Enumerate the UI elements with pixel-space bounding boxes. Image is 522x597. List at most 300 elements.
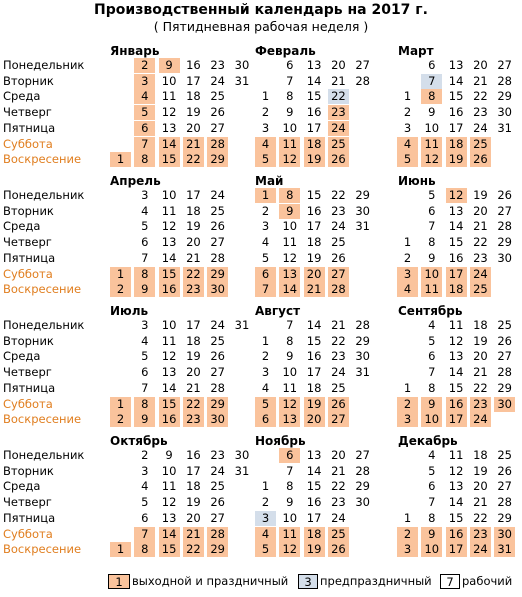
day-cell: 30 <box>207 282 228 297</box>
page-subtitle: ( Пятидневная рабочая неделя ) <box>153 19 369 34</box>
day-cell: 28 <box>355 73 370 88</box>
day-cell: 12 <box>279 542 300 557</box>
day-cell: 14 <box>306 463 322 478</box>
day-cell: 31 <box>355 219 370 234</box>
day-cell: 15 <box>306 89 322 104</box>
day-cell: 6 <box>428 58 436 72</box>
day-cell: 11 <box>279 527 300 542</box>
day-cell: 31 <box>497 120 512 135</box>
day-cell: 1 <box>403 89 412 104</box>
day-cell: 22 <box>473 89 488 104</box>
day-cell: 31 <box>355 365 370 380</box>
day-cell: 3 <box>261 365 270 380</box>
day-cell: 17 <box>446 542 467 557</box>
day-cell: 13 <box>279 267 300 282</box>
day-cell: 15 <box>448 380 464 395</box>
weekday-label-friday: Пятница <box>3 250 56 265</box>
day-cell: 15 <box>306 188 322 202</box>
legend-sample-preholiday: 3 <box>298 574 318 589</box>
day-cell: 8 <box>428 380 436 395</box>
day-cell: 18 <box>446 282 467 297</box>
weekday-label-wednesday: Среда <box>3 219 41 234</box>
day-cell: 16 <box>306 349 322 364</box>
day-cell: 13 <box>448 203 464 218</box>
day-cell: 8 <box>286 479 294 494</box>
day-cell: 15 <box>306 479 322 494</box>
day-cell: 29 <box>207 542 228 557</box>
day-cell: 22 <box>473 380 488 395</box>
day-cell: 19 <box>304 152 325 167</box>
day-cell: 12 <box>161 219 177 234</box>
day-cell: 7 <box>141 250 149 265</box>
day-cell: 30 <box>207 412 228 427</box>
day-cell: 28 <box>497 219 512 234</box>
day-cell: 3 <box>397 542 418 557</box>
day-cell: 30 <box>355 349 370 364</box>
day-cell: 30 <box>494 527 515 542</box>
day-cell: 5 <box>428 188 436 202</box>
weekday-label-friday: Пятница <box>3 120 56 135</box>
day-cell: 2 <box>397 397 418 412</box>
weekday-label-wednesday: Среда <box>3 349 41 364</box>
day-cell: 28 <box>355 318 370 332</box>
day-cell: 11 <box>161 89 177 104</box>
month-name: Август <box>255 304 301 318</box>
day-cell: 9 <box>286 105 294 120</box>
day-cell: 21 <box>473 495 488 510</box>
day-cell: 4 <box>261 380 270 395</box>
day-cell: 3 <box>255 511 276 526</box>
month-name: Сентябрь <box>398 304 463 318</box>
day-cell: 4 <box>255 137 276 152</box>
day-cell: 12 <box>421 152 442 167</box>
day-cell: 10 <box>161 463 177 478</box>
day-cell: 8 <box>134 152 155 167</box>
day-cell: 5 <box>255 397 276 412</box>
day-cell: 25 <box>210 479 225 494</box>
day-cell: 13 <box>448 349 464 364</box>
day-cell: 10 <box>421 267 442 282</box>
day-cell: 24 <box>210 73 225 88</box>
legend-sample-work: 7 <box>440 574 460 589</box>
day-cell: 19 <box>186 105 201 120</box>
day-cell: 16 <box>306 495 322 510</box>
day-cell: 20 <box>473 349 488 364</box>
day-cell: 14 <box>448 495 464 510</box>
day-cell: 15 <box>159 542 180 557</box>
day-cell: 20 <box>473 58 488 72</box>
weekday-label-monday: Понедельник <box>3 448 85 462</box>
day-cell: 27 <box>355 58 370 72</box>
day-cell: 14 <box>448 73 464 88</box>
day-cell: 1 <box>261 333 270 348</box>
day-cell: 12 <box>448 463 464 478</box>
day-cell: 17 <box>186 318 201 332</box>
day-cell: 28 <box>497 495 512 510</box>
day-cell: 17 <box>306 219 322 234</box>
legend-label-work: рабочий <box>462 574 513 588</box>
day-cell: 9 <box>286 349 294 364</box>
day-cell: 7 <box>421 74 442 89</box>
day-cell: 22 <box>331 333 346 348</box>
day-cell: 20 <box>304 267 325 282</box>
day-cell: 14 <box>161 380 177 395</box>
day-cell: 2 <box>261 495 270 510</box>
day-cell: 25 <box>497 318 512 332</box>
day-cell: 6 <box>255 267 276 282</box>
day-cell: 1 <box>403 380 412 395</box>
day-cell: 19 <box>186 219 201 234</box>
day-cell: 8 <box>286 89 294 104</box>
day-cell: 9 <box>286 495 294 510</box>
day-cell: 29 <box>207 152 228 167</box>
day-cell: 27 <box>210 365 225 380</box>
day-cell: 11 <box>421 137 442 152</box>
day-cell: 3 <box>397 267 418 282</box>
day-cell: 7 <box>134 527 155 542</box>
day-cell: 16 <box>448 250 464 265</box>
day-cell: 8 <box>134 397 155 412</box>
day-cell: 24 <box>331 219 346 234</box>
day-cell: 3 <box>141 318 149 332</box>
day-cell: 17 <box>306 510 322 525</box>
day-cell: 26 <box>210 495 225 510</box>
weekday-label-monday: Понедельник <box>3 58 85 72</box>
day-cell: 3 <box>134 74 155 89</box>
day-cell: 20 <box>186 365 201 380</box>
weekday-label-sunday: Воскресение <box>3 542 82 557</box>
day-cell: 26 <box>497 333 512 348</box>
day-cell: 12 <box>161 349 177 364</box>
day-cell: 22 <box>331 479 346 494</box>
day-cell: 3 <box>397 412 418 427</box>
day-cell: 10 <box>421 542 442 557</box>
day-cell: 1 <box>255 188 276 203</box>
day-cell: 26 <box>470 152 491 167</box>
day-cell: 23 <box>470 397 491 412</box>
day-cell: 26 <box>210 349 225 364</box>
day-cell: 2 <box>403 250 412 265</box>
day-cell: 8 <box>421 89 442 104</box>
day-cell: 20 <box>331 58 346 72</box>
day-cell: 7 <box>141 380 149 395</box>
day-cell: 10 <box>161 318 177 332</box>
day-cell: 25 <box>470 137 491 152</box>
weekday-label-wednesday: Среда <box>3 89 41 104</box>
day-cell: 4 <box>428 448 436 462</box>
weekday-label-saturday: Суббота <box>3 136 53 151</box>
day-cell: 6 <box>279 448 300 463</box>
day-cell: 13 <box>279 412 300 427</box>
day-cell: 23 <box>210 448 225 462</box>
day-cell: 22 <box>328 89 349 104</box>
day-cell: 23 <box>183 412 204 427</box>
day-cell: 10 <box>282 219 298 234</box>
day-cell: 18 <box>186 203 201 218</box>
day-cell: 16 <box>159 412 180 427</box>
day-cell: 29 <box>497 510 512 525</box>
day-cell: 22 <box>183 152 204 167</box>
day-cell: 15 <box>159 267 180 282</box>
day-cell: 28 <box>355 463 370 478</box>
page-title: Производственный календарь на 2017 г. <box>94 2 428 18</box>
day-cell: 22 <box>183 542 204 557</box>
day-cell: 2 <box>110 282 131 297</box>
day-cell: 18 <box>306 380 322 395</box>
day-cell: 21 <box>183 527 204 542</box>
day-cell: 24 <box>331 510 346 525</box>
day-cell: 14 <box>159 137 180 152</box>
day-cell: 17 <box>306 365 322 380</box>
day-cell: 30 <box>497 105 512 120</box>
day-cell: 19 <box>306 250 322 265</box>
day-cell: 7 <box>255 282 276 297</box>
day-cell: 23 <box>328 105 349 120</box>
day-cell: 5 <box>255 542 276 557</box>
day-cell: 12 <box>282 250 298 265</box>
month-name: Январь <box>110 44 160 58</box>
day-cell: 24 <box>470 267 491 282</box>
day-cell: 13 <box>448 479 464 494</box>
legend-label-preholiday: предпраздничный <box>320 574 432 588</box>
day-cell: 2 <box>110 412 131 427</box>
day-cell: 11 <box>448 318 464 332</box>
day-cell: 26 <box>210 105 225 120</box>
day-cell: 11 <box>282 380 298 395</box>
day-cell: 4 <box>141 203 149 218</box>
day-cell: 18 <box>186 89 201 104</box>
day-cell: 20 <box>473 479 488 494</box>
day-cell: 15 <box>448 89 464 104</box>
day-cell: 21 <box>331 73 346 88</box>
day-cell: 15 <box>159 397 180 412</box>
day-cell: 15 <box>159 152 180 167</box>
day-cell: 20 <box>304 412 325 427</box>
day-cell: 4 <box>428 318 436 332</box>
day-cell: 5 <box>141 219 149 234</box>
day-cell: 16 <box>159 282 180 297</box>
day-cell: 17 <box>306 120 322 135</box>
weekday-label-saturday: Суббота <box>3 396 53 411</box>
day-cell: 14 <box>161 250 177 265</box>
weekday-label-friday: Пятница <box>3 510 56 525</box>
day-cell: 30 <box>234 58 250 72</box>
day-cell: 8 <box>134 542 155 557</box>
day-cell: 8 <box>428 235 436 250</box>
day-cell: 23 <box>331 203 346 218</box>
month-name: Апрель <box>110 174 161 188</box>
day-cell: 2 <box>261 105 270 120</box>
day-cell: 27 <box>497 203 512 218</box>
day-cell: 22 <box>183 397 204 412</box>
day-cell: 12 <box>279 152 300 167</box>
day-cell: 14 <box>306 73 322 88</box>
day-cell: 9 <box>279 204 300 219</box>
day-cell: 4 <box>141 333 149 348</box>
day-cell: 26 <box>328 542 349 557</box>
day-cell: 13 <box>306 58 322 72</box>
day-cell: 22 <box>473 510 488 525</box>
day-cell: 26 <box>497 188 512 202</box>
day-cell: 20 <box>473 203 488 218</box>
day-cell: 20 <box>331 448 346 462</box>
day-cell: 21 <box>473 365 488 380</box>
day-cell: 11 <box>161 479 177 494</box>
day-cell: 20 <box>186 235 201 250</box>
day-cell: 12 <box>448 333 464 348</box>
day-cell: 20 <box>186 120 201 135</box>
day-cell: 24 <box>210 188 225 202</box>
day-cell: 2 <box>261 349 270 364</box>
day-cell: 18 <box>306 235 322 250</box>
day-cell: 19 <box>304 397 325 412</box>
day-cell: 7 <box>428 219 436 234</box>
day-cell: 12 <box>161 105 177 120</box>
weekday-label-tuesday: Вторник <box>3 463 54 478</box>
day-cell: 17 <box>448 120 464 135</box>
day-cell: 28 <box>207 137 228 152</box>
day-cell: 12 <box>279 397 300 412</box>
day-cell: 26 <box>328 152 349 167</box>
day-cell: 5 <box>255 152 276 167</box>
day-cell: 21 <box>304 282 325 297</box>
day-cell: 21 <box>186 380 201 395</box>
day-cell: 9 <box>428 250 436 265</box>
day-cell: 21 <box>183 137 204 152</box>
day-cell: 14 <box>159 527 180 542</box>
weekday-label-thursday: Четверг <box>3 495 52 510</box>
day-cell: 18 <box>304 527 325 542</box>
day-cell: 25 <box>210 89 225 104</box>
day-cell: 19 <box>473 188 488 202</box>
legend-sample-holiday: 1 <box>108 574 130 589</box>
day-cell: 1 <box>110 152 131 167</box>
month-name: Февраль <box>255 44 316 58</box>
day-cell: 10 <box>282 365 298 380</box>
day-cell: 2 <box>141 448 149 462</box>
weekday-label-thursday: Четверг <box>3 365 52 380</box>
day-cell: 4 <box>141 479 149 494</box>
day-cell: 21 <box>331 318 346 332</box>
day-cell: 11 <box>161 333 177 348</box>
day-cell: 28 <box>210 250 225 265</box>
day-cell: 24 <box>473 120 488 135</box>
day-cell: 8 <box>279 188 300 203</box>
weekday-label-sunday: Воскресение <box>3 152 82 167</box>
day-cell: 6 <box>141 235 149 250</box>
day-cell: 13 <box>306 448 322 462</box>
day-cell: 30 <box>497 250 512 265</box>
day-cell: 19 <box>186 495 201 510</box>
day-cell: 23 <box>473 105 488 120</box>
day-cell: 28 <box>207 527 228 542</box>
day-cell: 2 <box>403 105 412 120</box>
weekday-label-wednesday: Среда <box>3 479 41 494</box>
day-cell: 15 <box>448 510 464 525</box>
day-cell: 31 <box>234 318 250 332</box>
day-cell: 10 <box>424 120 440 135</box>
day-cell: 7 <box>286 463 294 478</box>
day-cell: 13 <box>448 58 464 72</box>
day-cell: 27 <box>210 235 225 250</box>
day-cell: 24 <box>210 318 225 332</box>
day-cell: 7 <box>134 137 155 152</box>
day-cell: 18 <box>473 448 488 462</box>
day-cell: 24 <box>470 542 491 557</box>
day-cell: 19 <box>473 463 488 478</box>
day-cell: 26 <box>328 397 349 412</box>
day-cell: 23 <box>183 282 204 297</box>
day-cell: 18 <box>473 318 488 332</box>
day-cell: 17 <box>446 412 467 427</box>
day-cell: 6 <box>428 479 436 494</box>
day-cell: 5 <box>428 333 436 348</box>
day-cell: 27 <box>497 58 512 72</box>
day-cell: 12 <box>446 188 467 203</box>
day-cell: 17 <box>186 73 201 88</box>
day-cell: 9 <box>134 282 155 297</box>
day-cell: 19 <box>446 152 467 167</box>
month-name: Май <box>255 174 284 188</box>
day-cell: 2 <box>397 527 418 542</box>
day-cell: 10 <box>282 510 298 525</box>
day-cell: 24 <box>470 412 491 427</box>
day-cell: 1 <box>403 235 412 250</box>
day-cell: 9 <box>165 448 173 462</box>
day-cell: 28 <box>497 73 512 88</box>
day-cell: 9 <box>134 412 155 427</box>
day-cell: 29 <box>497 89 512 104</box>
day-cell: 14 <box>306 318 322 332</box>
day-cell: 30 <box>234 448 250 462</box>
weekday-label-sunday: Воскресение <box>3 282 82 297</box>
day-cell: 11 <box>279 137 300 152</box>
day-cell: 9 <box>159 58 180 73</box>
day-cell: 27 <box>210 510 225 525</box>
day-cell: 12 <box>161 495 177 510</box>
day-cell: 4 <box>134 89 155 104</box>
day-cell: 31 <box>494 542 515 557</box>
day-cell: 1 <box>110 542 131 557</box>
day-cell: 5 <box>428 463 436 478</box>
month-name: Декабрь <box>398 434 458 448</box>
day-cell: 26 <box>497 463 512 478</box>
day-cell: 5 <box>141 495 149 510</box>
day-cell: 2 <box>134 58 155 73</box>
day-cell: 14 <box>448 219 464 234</box>
day-cell: 28 <box>210 380 225 395</box>
day-cell: 18 <box>186 333 201 348</box>
day-cell: 1 <box>110 397 131 412</box>
day-cell: 7 <box>286 73 294 88</box>
day-cell: 24 <box>328 121 349 136</box>
weekday-label-monday: Понедельник <box>3 188 85 202</box>
day-cell: 20 <box>186 510 201 525</box>
day-cell: 6 <box>286 58 294 72</box>
weekday-label-tuesday: Вторник <box>3 203 54 218</box>
day-cell: 29 <box>355 188 370 202</box>
day-cell: 25 <box>210 333 225 348</box>
day-cell: 25 <box>470 282 491 297</box>
day-cell: 16 <box>186 448 201 462</box>
day-cell: 25 <box>328 527 349 542</box>
month-name: Ноябрь <box>255 434 306 448</box>
day-cell: 3 <box>403 120 412 135</box>
day-cell: 5 <box>141 349 149 364</box>
day-cell: 6 <box>134 121 155 136</box>
day-cell: 28 <box>328 282 349 297</box>
day-cell: 30 <box>355 495 370 510</box>
